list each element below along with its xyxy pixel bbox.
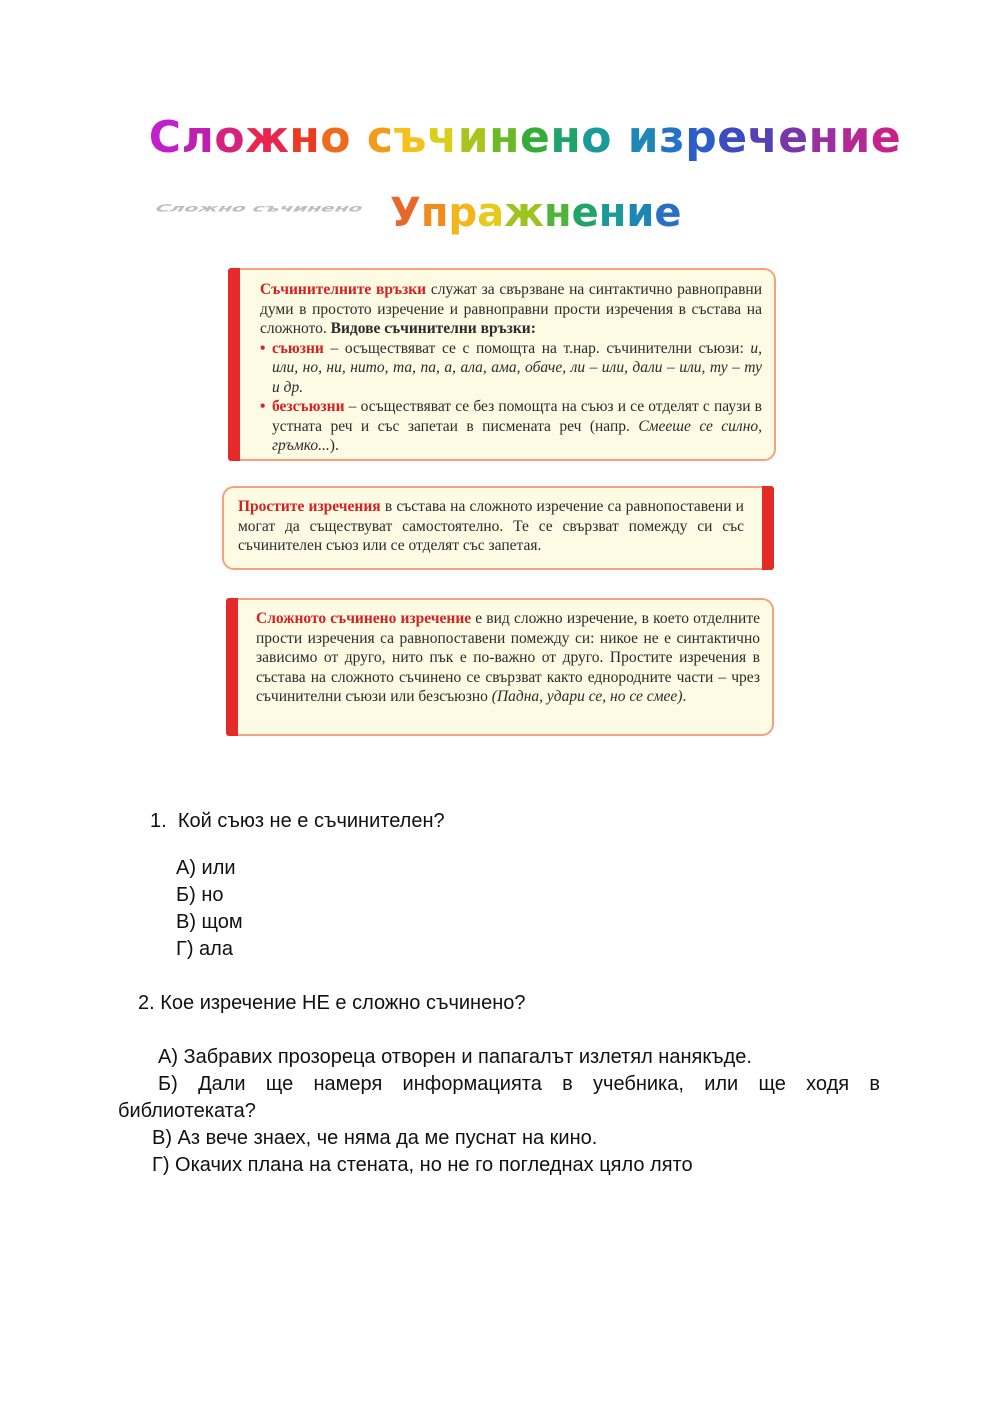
- title-letter: с: [366, 112, 394, 163]
- title-letter: е: [717, 112, 748, 163]
- info-box-simple-sentences: [222, 486, 774, 570]
- text: служат за свързване на синтактично равноправни думи в простото изречение и равноправни прости изречения в състава на сложното.: [260, 281, 762, 337]
- question-1: [150, 808, 445, 835]
- option-d[interactable]: Г) ала: [176, 938, 233, 960]
- question-text: [150, 808, 445, 835]
- question-text: 2. Кое изречение НЕ е сложно съчинено?: [138, 992, 526, 1014]
- question-2: [138, 990, 526, 1017]
- title-letter: [351, 112, 367, 163]
- title-letter: и: [626, 190, 655, 236]
- title-letter: н: [550, 112, 582, 163]
- text: – осъществяват се с помощта на т.нар. съчинителни съюзи:: [323, 339, 751, 357]
- option-c[interactable]: В) Аз вече знаех, че няма да ме пуснат на кино.: [152, 1127, 598, 1149]
- title-letter: е: [778, 112, 809, 163]
- title-letter: р: [685, 112, 718, 163]
- bullet-mark: •: [260, 339, 266, 357]
- red-bar: [226, 598, 238, 736]
- title-letter: ж: [504, 190, 544, 236]
- title-letter: п: [420, 190, 449, 236]
- title-letter: ч: [747, 112, 779, 163]
- red-bar: [762, 486, 774, 570]
- title-letter: С: [148, 112, 182, 163]
- title-letter: и: [627, 112, 660, 163]
- text: – осъществяват се без помощта на съюз и се отделят с паузи в устната реч и със запетаи в писмената реч (напр.: [272, 398, 762, 435]
- title-letter: н: [598, 190, 627, 236]
- examples: и, или, но, ни, нито, та, па, а, ала, ама, обаче, ли – или, дали – или, ту – ту и др.: [272, 339, 762, 396]
- subtitle: [390, 190, 682, 236]
- option-d[interactable]: Г) Окачих плана на стената, но не го погледнах цяло лято: [152, 1154, 693, 1176]
- bullet-item: [260, 339, 762, 398]
- subtitle-area: [0, 190, 1000, 250]
- example: (Падна, удари се, но се смее): [491, 688, 683, 705]
- page-title: [0, 112, 1000, 163]
- text: в състава на сложното изречение са равнопоставени и могат да съществуват самостоятелно. Те се свързват помежду си със съчинителен съюз или се отделят със запетая.: [238, 498, 744, 554]
- title-letter: н: [808, 112, 840, 163]
- title-letter: е: [654, 190, 682, 236]
- option-b[interactable]: [118, 1071, 880, 1125]
- title-letter: ъ: [393, 112, 427, 163]
- title-letter: о: [214, 112, 246, 163]
- text-end: ).: [329, 437, 339, 454]
- option-a[interactable]: А) или: [176, 857, 236, 879]
- option-c[interactable]: В) щом: [176, 911, 243, 933]
- title-letter: и: [839, 112, 871, 163]
- title-letter: н: [289, 112, 321, 163]
- heading: Видове съчинителни връзки:: [330, 320, 536, 337]
- bullet-item: [260, 397, 762, 456]
- title-letter: е: [870, 112, 902, 163]
- box-paragraph: [256, 609, 760, 707]
- title-letter: е: [571, 190, 599, 236]
- option-b-line-2: библиотеката?: [118, 1100, 256, 1122]
- example: Смееше се силно, гръмко...: [272, 417, 763, 454]
- term: безсъюзни: [272, 398, 345, 415]
- title-letter: [612, 112, 628, 163]
- title-letter: р: [448, 190, 478, 236]
- option-b[interactable]: Б) но: [176, 884, 224, 906]
- question-label: Кой съюз не е съчинителен?: [177, 810, 445, 832]
- title-letter: н: [543, 190, 572, 236]
- title-letter: н: [489, 112, 520, 163]
- title-letter: и: [457, 112, 490, 163]
- question-number: 1.: [150, 810, 167, 832]
- title-letter: е: [519, 112, 551, 163]
- title-shadow: Сложно съчинено: [151, 202, 368, 214]
- option-a[interactable]: А) Забравих прозореца отворен и папагалът излетял нанякъде.: [158, 1046, 752, 1068]
- option-b-line-1: Б) Дали ще намеря информацията в учебника, или ще ходя в: [158, 1073, 880, 1095]
- title-letter: з: [659, 112, 686, 163]
- info-box-connections: [228, 268, 776, 461]
- title-letter: ч: [427, 112, 458, 163]
- box-paragraph: [238, 497, 744, 556]
- title-letter: а: [477, 190, 505, 236]
- title-letter: ж: [245, 112, 290, 163]
- term: съюзни: [272, 339, 324, 357]
- bullet-mark: •: [260, 398, 266, 415]
- title-letter: о: [320, 112, 351, 163]
- term: Съчинителните връзки: [260, 281, 427, 298]
- text-end: .: [682, 688, 687, 705]
- term: Сложното съчинено изречение: [256, 610, 472, 627]
- question-2-options: [118, 1044, 880, 1179]
- text: е вид сложно изречение, в което отделните прости изречения са равнопоставени помежду си: никое не е синтактично зависимо от друго, нито пък е по-важно от друго. Простите изречения в състава на сложното съчинено се свързват както еднородните части – чрез съчинителни съюзи или безсъюзно: [256, 610, 761, 705]
- question-1-options: [176, 855, 243, 963]
- box-paragraph: [260, 280, 762, 339]
- title-letter: У: [390, 190, 421, 236]
- title-letter: о: [581, 112, 612, 163]
- term: Простите изречения: [238, 498, 381, 515]
- info-box-compound-sentence: [226, 598, 774, 736]
- title-letter: л: [181, 112, 215, 163]
- red-bar: [228, 268, 240, 461]
